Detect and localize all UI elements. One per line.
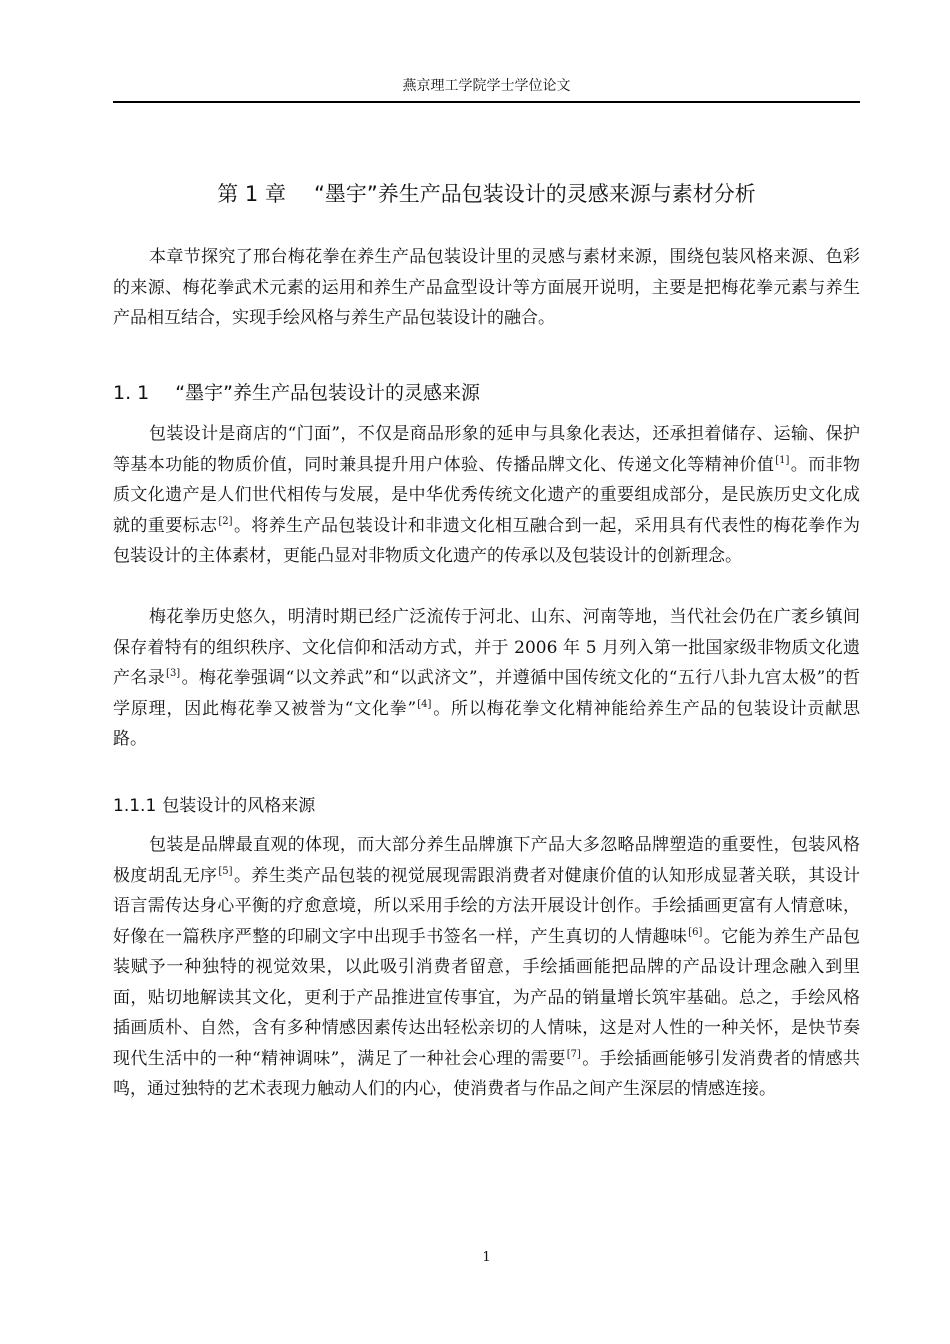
page-footer — [113, 1250, 860, 1265]
paragraph-text: 。手绘插画能够引发消费者的情感共鸣，通过独特的艺术表现力触动人们的内心，使消费者与作品之间产生深层的情感连接。 — [113, 1048, 860, 1099]
chapter-heading — [113, 176, 860, 212]
body-paragraph — [113, 830, 860, 1105]
paragraph-text: 包装设计是商店的“门面”，不仅是商品形象的延申与具象化表达，还承担着储存、运输、保护等基本功能的物质价值，同时兼具提升用户体验、传播品牌文化、传递文化等精神价值 — [113, 424, 860, 475]
section-title: “墨宇”养生产品包装设计的灵感来源 — [175, 382, 480, 404]
paragraph-text: 包装是品牌最直观的体现，而大部分养生品牌旗下产品大多忽略品牌塑造的重要性，包装风格极度胡乱无序 — [113, 835, 860, 886]
citation-ref[interactable]: [4] — [417, 698, 432, 710]
citation-ref[interactable]: [1] — [775, 454, 790, 466]
paragraph-text: 。养生类产品包装的视觉展现需跟消费者对健康价值的认知形成显著关联，其设计语言需传达身心平衡的疗愈意境，所以采用手绘的方法开展设计创作。手绘插画更富有人情意味，好像在一篇秩序严整的印刷文字中出现手书签名一样，产生真切的人情趣味 — [113, 865, 861, 947]
paragraph-text: 。梅花拳强调“以文养武”和“以武济文”，并遵循中国传统文化的“五行八卦九宫太极”的哲学原理，因此梅花拳又被誉为“文化拳” — [113, 668, 860, 719]
body-paragraph — [113, 419, 860, 572]
subsection-heading — [113, 791, 860, 821]
intro-text: 本章节探究了邢台梅花拳在养生产品包装设计里的灵感与素材来源，围绕包装风格来源、色彩的来源、梅花拳武术元素的运用和养生产品盒型设计等方面展开说明，主要是把梅花拳元素与养生产品相互结合，实现手绘风格与养生产品包装设计的融合。 — [113, 247, 860, 328]
paragraph-text: 。而非物质文化遗产是人们世代相传与发展，是中华优秀传统文化遗产的重要组成部分，是民族历史文化成就的重要标志 — [113, 454, 861, 536]
citation-ref[interactable]: [6] — [688, 926, 703, 938]
paragraph-text: 。将养生产品包装设计和非遗文化相互融合到一起，采用具有代表性的梅花拳作为包装设计的主体素材，更能凸显对非物质文化遗产的传承以及包装设计的创新理念。 — [113, 515, 861, 566]
paragraph-text: 。所以梅花拳文化精神能给养生产品的包装设计贡献思路。 — [113, 698, 860, 749]
citation-ref[interactable]: [7] — [566, 1048, 581, 1060]
citation-ref[interactable]: [2] — [218, 515, 233, 527]
intro-paragraph — [113, 242, 860, 334]
paragraph-text: 。它能为养生产品包装赋予一种独特的视觉效果，以此吸引消费者留意，手绘插画能把品牌的产品设计理念融入到里面，贴切地解读其文化，更利于产品推进宣传事宜，为产品的销量增长筑牢基础。总之，手绘风格插画质朴、自然，含有多种情感因素传达出轻松亲切的人情味，这是对人性的一种关怀，是快节奏现代生活中的一种“精神调味”，满足了一种社会心理的需要 — [113, 926, 861, 1069]
subsection-number: 1.1.1 — [113, 796, 157, 816]
paragraph-text: 梅花拳历史悠久，明清时期已经广泛流传于河北、山东、河南等地，当代社会仍在广袤乡镇间保存着特有的组织秩序、文化信仰和活动方式，并于 2006 年 5 月列入第一批国家级非物质文化遗产名录 — [113, 607, 860, 688]
chapter-title: “墨宇”养生产品包装设计的灵感来源与素材分析 — [313, 182, 756, 206]
citation-ref[interactable]: [3] — [166, 668, 181, 679]
citation-ref[interactable]: [5] — [218, 865, 233, 877]
section-number: 1. 1 — [113, 382, 150, 404]
subsection-title: 包装设计的风格来源 — [162, 796, 316, 816]
section-heading — [113, 378, 860, 408]
chapter-number: 第 1 章 — [217, 182, 286, 206]
page-number: 1 — [482, 1250, 491, 1265]
body-paragraph — [113, 602, 860, 755]
running-header — [113, 74, 860, 103]
running-header-title: 燕京理工学院学士学位论文 — [402, 78, 571, 94]
